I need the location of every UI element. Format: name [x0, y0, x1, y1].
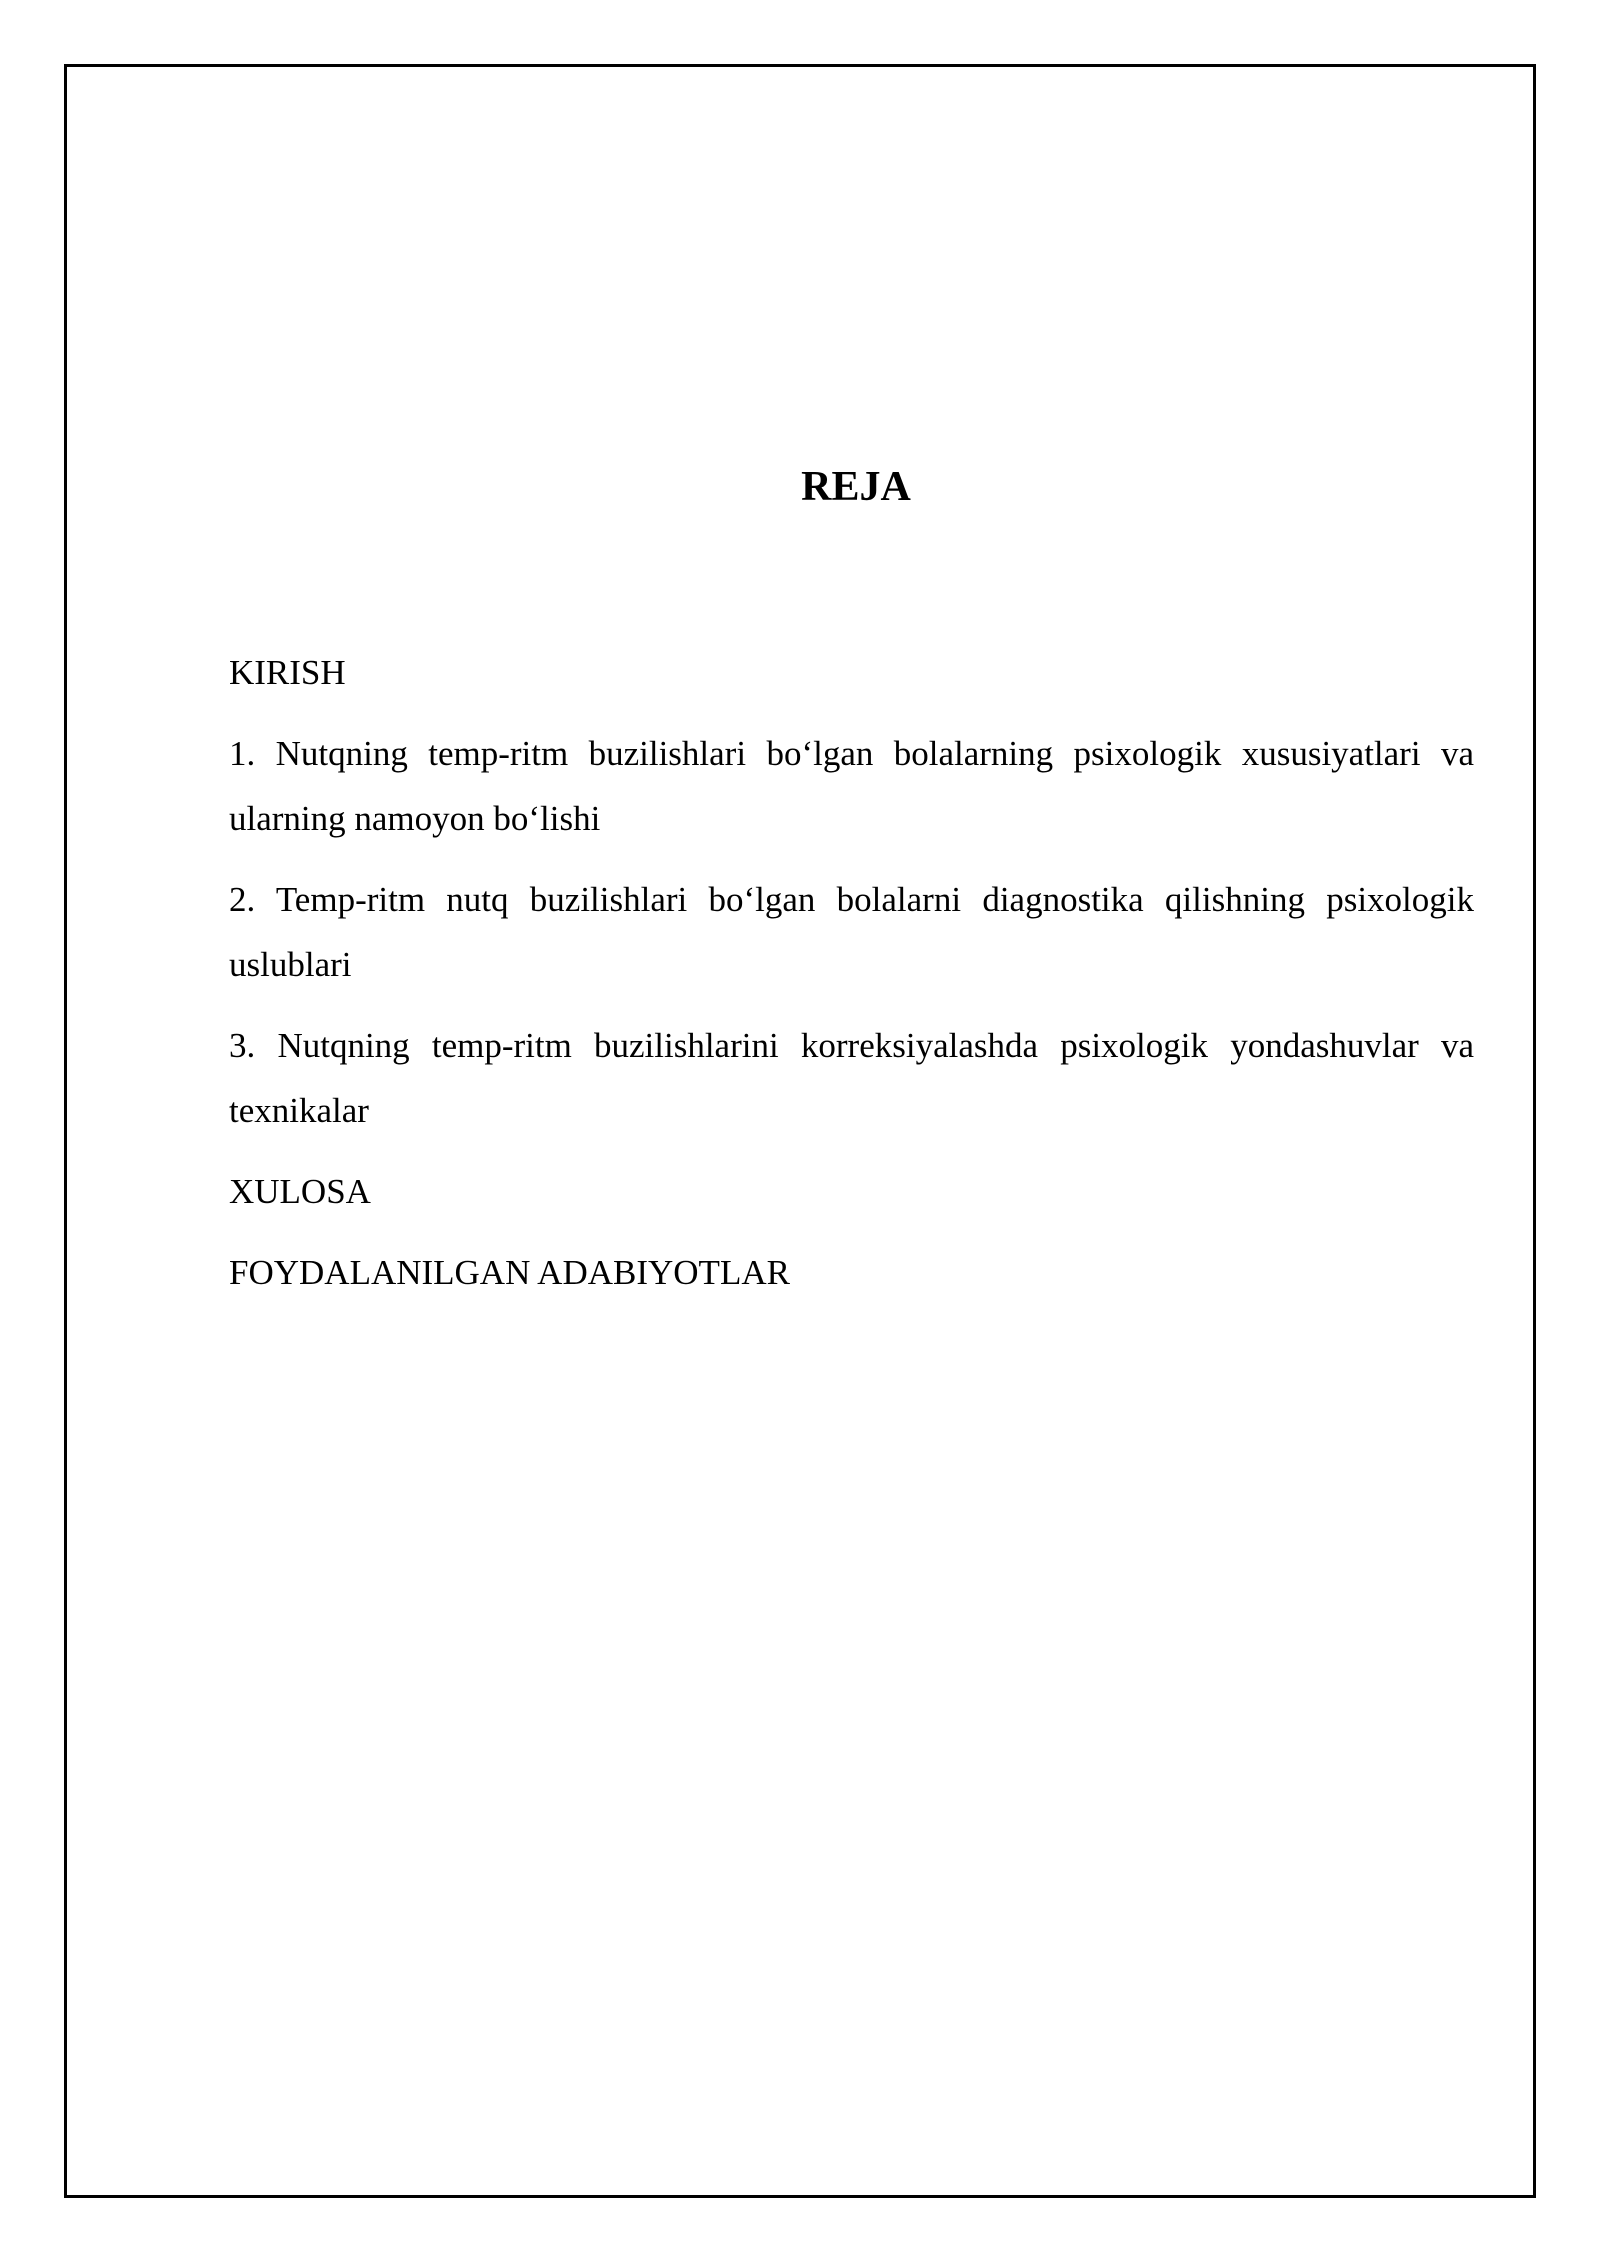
toc-item-section-1: 1. Nutqning temp-ritm buzilishlari bo‘lgan bolalarning psixologik xususiyatlari va ularning namoyon bo‘lishi [229, 734, 1474, 838]
toc-item-section-3: 3. Nutqning temp-ritm buzilishlarini korreksiyalashda psixologik yondashuvlar va texnikalar [229, 1026, 1474, 1130]
page-title: REJA [801, 464, 911, 510]
toc-item-conclusion: XULOSA [229, 1172, 371, 1211]
table-of-contents [229, 640, 1474, 1321]
toc-item-introduction: KIRISH [229, 653, 346, 692]
toc-item-references: FOYDALANILGAN ADABIYOTLAR [229, 1253, 790, 1292]
toc-item-section-2: 2. Temp-ritm nutq buzilishlari bo‘lgan bolalarni diagnostika qilishning psixologik uslublari [229, 880, 1474, 984]
